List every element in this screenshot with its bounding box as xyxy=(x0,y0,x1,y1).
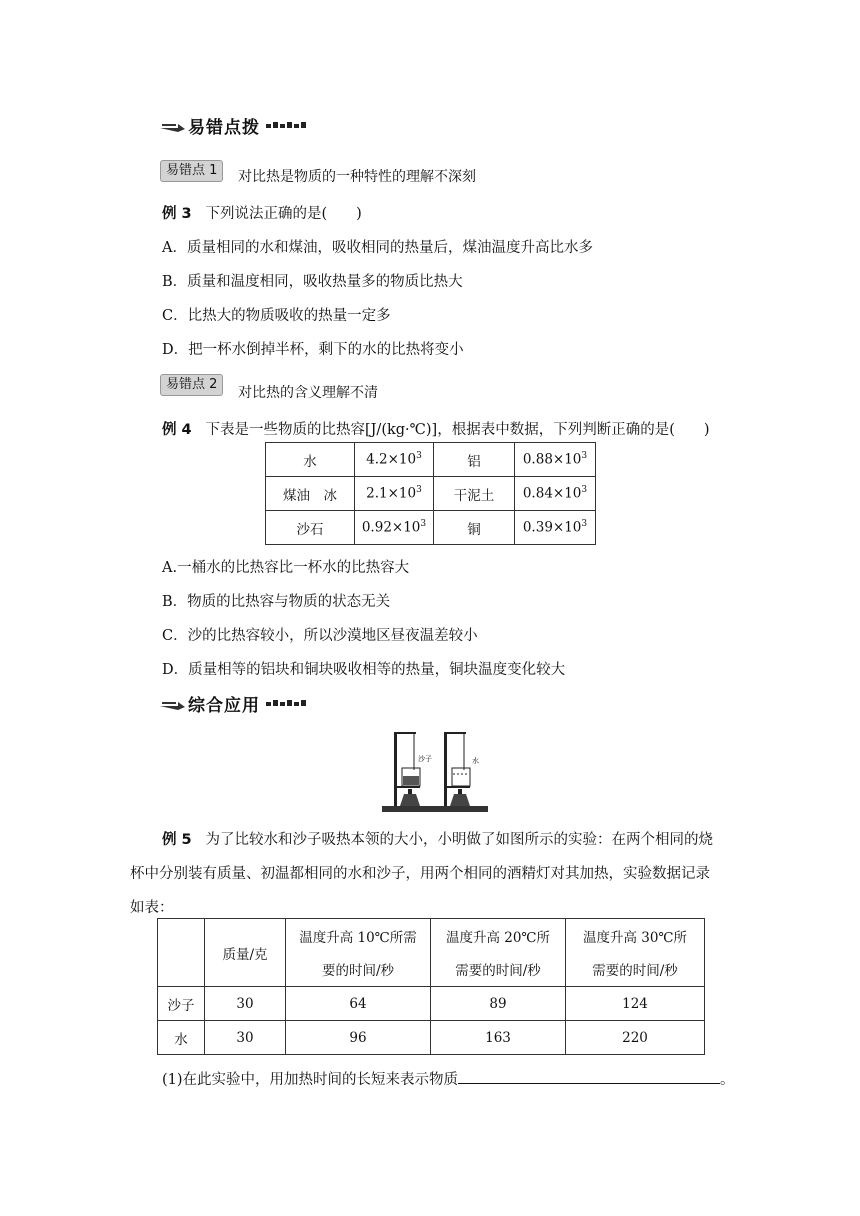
question-text: (1)在此实验中，用加热时间的长短来表示物质 xyxy=(162,1072,459,1088)
paragraph-line: 杯中分别装有质量、初温都相同的水和沙子，用两个相同的酒精灯对其加热，实验数据记录 xyxy=(130,866,710,882)
question-text: 。 xyxy=(720,1072,735,1088)
arrow-icon xyxy=(160,696,186,710)
table-cell: 163 xyxy=(431,1021,566,1055)
option-d: D．质量相等的铝块和铜块吸收相等的热量，铜块温度变化较大 xyxy=(162,662,566,678)
table-cell: $4.2\times 10^3$ xyxy=(355,443,434,477)
section-title: 易错点拨 xyxy=(188,117,260,138)
table-cell: 铜 xyxy=(434,511,515,545)
table-cell: 水 xyxy=(266,443,355,477)
table-cell: $0.92\times 10^3$ xyxy=(355,511,434,545)
example-label: 例 3 xyxy=(162,206,192,222)
table-cell: 64 xyxy=(286,987,431,1021)
question-text: 下表是一些物质的比热容[J/(kg·℃)]，根据表中数据，下列判断正确的是( ) xyxy=(205,422,710,438)
label-water: 水 xyxy=(472,757,479,765)
table-cell: $0.84\times 10^3$ xyxy=(515,477,596,511)
table-cell: 需要的时间/秒 xyxy=(431,953,566,987)
table-row xyxy=(266,443,596,477)
table-row xyxy=(158,919,705,953)
option-c: C．沙的比热容较小，所以沙漠地区昼夜温差较小 xyxy=(162,628,478,644)
question-1 xyxy=(162,1068,735,1089)
table-cell: 30 xyxy=(205,987,286,1021)
arrow-icon xyxy=(160,118,186,132)
table-cell: $2.1\times 10^3$ xyxy=(355,477,434,511)
option-b: B．物质的比热容与物质的状态无关 xyxy=(162,594,391,610)
table-cell: 220 xyxy=(566,1021,705,1055)
paragraph-line: 为了比较水和沙子吸热本领的大小，小明做了如图所示的实验：在两个相同的烧 xyxy=(205,832,713,848)
section-header-errors xyxy=(160,114,306,136)
table-cell xyxy=(158,919,205,987)
answer-blank[interactable] xyxy=(458,1069,720,1084)
example-3-question xyxy=(162,202,362,223)
decorative-dots xyxy=(266,122,306,128)
error-point-title: 对比热的含义理解不清 xyxy=(238,385,378,401)
section-title: 综合应用 xyxy=(188,695,260,716)
option-a: A．质量相同的水和煤油，吸收相同的热量后，煤油温度升高比水多 xyxy=(162,240,593,256)
table-cell: 干泥土 xyxy=(434,477,515,511)
table-cell: 煤油 冰 xyxy=(266,477,355,511)
table-cell: 要的时间/秒 xyxy=(286,953,431,987)
table-row xyxy=(266,477,596,511)
table-cell: $0.88\times 10^3$ xyxy=(515,443,596,477)
table-cell: 124 xyxy=(566,987,705,1021)
error-point-badge: 易错点 2 xyxy=(160,374,223,396)
table-cell: 96 xyxy=(286,1021,431,1055)
table-cell: 温度升高 30℃所 xyxy=(566,919,705,953)
example-4-question xyxy=(162,418,710,439)
table-cell: 30 xyxy=(205,1021,286,1055)
example-5-text xyxy=(162,828,713,849)
table-cell: 温度升高 20℃所 xyxy=(431,919,566,953)
paragraph-line: 如表： xyxy=(130,900,174,916)
decorative-dots xyxy=(266,700,306,706)
question-text: 下列说法正确的是( ) xyxy=(205,206,362,222)
table-cell: 89 xyxy=(431,987,566,1021)
experiment-data-table xyxy=(157,918,705,1055)
example-label: 例 4 xyxy=(162,422,192,438)
table-cell: 铝 xyxy=(434,443,515,477)
table-cell: 需要的时间/秒 xyxy=(566,953,705,987)
table-row xyxy=(266,511,596,545)
table-cell: 温度升高 10℃所需 xyxy=(286,919,431,953)
table-cell: $0.39\times 10^3$ xyxy=(515,511,596,545)
experiment-figure xyxy=(380,728,490,814)
option-d: D．把一杯水倒掉半杯，剩下的水的比热将变小 xyxy=(162,342,464,358)
error-point-badge: 易错点 1 xyxy=(160,160,223,182)
option-b: B．质量和温度相同，吸收热量多的物质比热大 xyxy=(162,274,463,290)
option-a: A.一桶水的比热容比一杯水的比热容大 xyxy=(162,560,410,576)
table-row xyxy=(158,1021,705,1055)
table-cell: 质量/克 xyxy=(205,919,286,987)
table-cell: 沙子 xyxy=(158,987,205,1021)
label-sand: 沙子 xyxy=(418,755,432,763)
section-header-application xyxy=(160,692,306,714)
specific-heat-table xyxy=(265,442,596,545)
table-cell: 水 xyxy=(158,1021,205,1055)
error-point-title: 对比热是物质的一种特性的理解不深刻 xyxy=(238,169,476,185)
table-cell: 沙石 xyxy=(266,511,355,545)
table-row xyxy=(158,987,705,1021)
option-c: C．比热大的物质吸收的热量一定多 xyxy=(162,308,391,324)
example-label: 例 5 xyxy=(162,832,192,848)
